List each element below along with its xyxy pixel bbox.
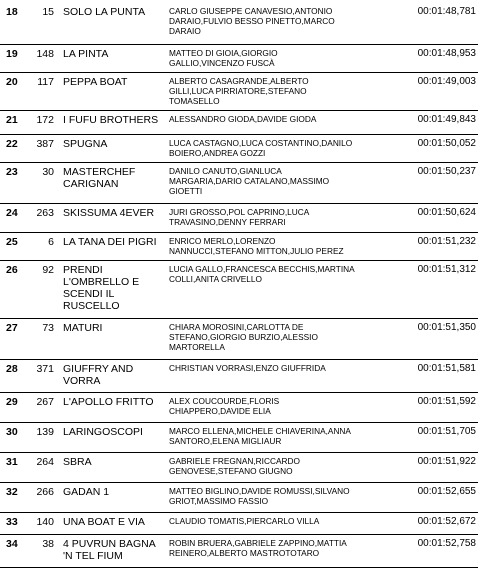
team-name: PEPPA BOAT — [63, 76, 128, 88]
result-row — [0, 73, 478, 111]
crew-members: ROBIN BRUERA,GABRIELE ZAPPINO,MATTIA REINERO,ALBERTO MASTROTOTARO — [169, 538, 347, 559]
race-time: 00:01:51,350 — [417, 322, 476, 333]
bib-number: 371 — [36, 363, 54, 375]
position: 20 — [6, 76, 18, 88]
bib-number: 266 — [36, 486, 54, 498]
position: 32 — [6, 486, 18, 498]
team-name: 4 PUVRUN BAGNA 'N TEL FIUM — [63, 538, 156, 562]
result-row — [0, 135, 478, 163]
bib-number: 140 — [36, 516, 54, 528]
bib-number: 387 — [36, 138, 54, 150]
crew-members: DANILO CANUTO,GIANLUCA MARGARIA,DARIO CATALANO,MASSIMO GIOETTI — [169, 166, 330, 197]
team-name: PRENDI L'OMBRELLO E SCENDI IL RUSCELLO — [63, 264, 140, 312]
result-row — [0, 360, 478, 393]
crew-members: CHRISTIAN VORRASI,ENZO GIUFFRIDA — [169, 363, 326, 373]
team-name: SBRA — [63, 456, 92, 468]
result-row — [0, 111, 478, 135]
result-row — [0, 3, 478, 45]
bib-number: 73 — [42, 322, 54, 334]
team-name: LA TANA DEI PIGRI — [63, 236, 157, 248]
crew-members: LUCA CASTAGNO,LUCA COSTANTINO,DANILO BOIERO,ANDREA GOZZI — [169, 138, 353, 159]
result-row — [0, 233, 478, 261]
position: 29 — [6, 396, 18, 408]
race-time: 00:01:51,232 — [417, 236, 476, 247]
race-time: 00:01:48,781 — [417, 6, 476, 17]
crew-members: JURI GROSSO,POL CAPRINO,LUCA TRAVASINO,DENNY FERRARI — [169, 207, 310, 228]
race-time: 00:01:52,758 — [417, 538, 476, 549]
team-name: SKISSUMA 4EVER — [63, 207, 155, 219]
race-time: 00:01:50,624 — [417, 207, 476, 218]
bib-number: 172 — [36, 114, 54, 126]
result-row — [0, 163, 478, 204]
position: 34 — [6, 538, 18, 550]
result-row — [0, 393, 478, 423]
team-name: L'APOLLO FRITTO — [63, 396, 154, 408]
result-row — [0, 261, 478, 319]
bib-number: 139 — [36, 426, 54, 438]
crew-members: MATTEO DI GIOIA,GIORGIO GALLIO,VINCENZO FUSCÀ — [169, 48, 278, 69]
result-row — [0, 423, 478, 453]
race-time: 00:01:51,705 — [417, 426, 476, 437]
race-time: 00:01:51,922 — [417, 456, 476, 467]
position: 23 — [6, 166, 18, 178]
crew-members: ENRICO MERLO,LORENZO NANNUCCI,STEFANO MITTON,JULIO PEREZ — [169, 236, 344, 257]
team-name: MATURI — [63, 322, 103, 334]
position: 30 — [6, 426, 18, 438]
bib-number: 117 — [37, 76, 54, 88]
position: 21 — [6, 114, 18, 126]
position: 25 — [6, 236, 18, 248]
race-time: 00:01:52,655 — [417, 486, 476, 497]
team-name: UNA BOAT E VIA — [63, 516, 145, 528]
bib-number: 148 — [36, 48, 54, 60]
team-name: LARINGOSCOPI — [63, 426, 143, 438]
result-row — [0, 483, 478, 513]
race-time: 00:01:51,312 — [417, 264, 476, 275]
race-time: 00:01:51,581 — [417, 363, 476, 374]
bib-number: 92 — [42, 264, 54, 276]
team-name: SOLO LA PUNTA — [63, 6, 146, 18]
result-row — [0, 204, 478, 233]
race-time: 00:01:52,672 — [417, 516, 476, 527]
position: 22 — [6, 138, 18, 150]
race-time: 00:01:48,953 — [417, 48, 476, 59]
crew-members: CARLO GIUSEPPE CANAVESIO,ANTONIO DARAIO,FULVIO BESSO PINETTO,MARCO DARAIO — [169, 6, 335, 37]
crew-members: MATTEO BIGLINO,DAVIDE ROMUSSI,SILVANO GRIOT,MASSIMO FASSIO — [169, 486, 350, 507]
position: 28 — [6, 363, 18, 375]
crew-members: MARCO ELLENA,MICHELE CHIAVERINA,ANNA SANTORO,ELENA MIGLIAUR — [169, 426, 351, 447]
crew-members: ALESSANDRO GIODA,DAVIDE GIODA — [169, 114, 317, 124]
team-name: MASTERCHEF CARIGNAN — [63, 166, 136, 190]
team-name: SPUGNA — [63, 138, 108, 150]
team-name: GADAN 1 — [63, 486, 110, 498]
bib-number: 30 — [42, 166, 54, 178]
crew-members: LUCIA GALLO,FRANCESCA BECCHIS,MARTINA COLLI,ANITA CRIVELLO — [169, 264, 355, 285]
position: 24 — [6, 207, 18, 219]
result-row — [0, 513, 478, 535]
result-row — [0, 45, 478, 73]
crew-members: GABRIELE FREGNAN,RICCARDO GENOVESE,STEFANO GIUGNO — [169, 456, 300, 477]
position: 26 — [6, 264, 18, 276]
crew-members: ALEX COUCOURDE,FLORIS CHIAPPERO,DAVIDE ELIA — [169, 396, 280, 417]
crew-members: CLAUDIO TOMATIS,PIERCARLO VILLA — [169, 516, 320, 526]
bib-number: 264 — [36, 456, 54, 468]
race-time: 00:01:49,843 — [417, 114, 476, 125]
result-row — [0, 535, 478, 568]
bib-number: 267 — [36, 396, 54, 408]
team-name: I FUFU BROTHERS — [63, 114, 159, 126]
crew-members: CHIARA MOROSINI,CARLOTTA DE STEFANO,GIORGIO BURZIO,ALESSIO MARTORELLA — [169, 322, 318, 353]
bib-number: 6 — [48, 236, 54, 248]
result-row — [0, 453, 478, 483]
position: 33 — [6, 516, 18, 528]
team-name: GIUFFRY AND VORRA — [63, 363, 134, 387]
bib-number: 15 — [42, 6, 54, 18]
race-time: 00:01:49,003 — [417, 76, 476, 87]
position: 31 — [6, 456, 18, 468]
position: 27 — [6, 322, 18, 334]
team-name: LA PINTA — [63, 48, 109, 60]
race-time: 00:01:50,237 — [417, 166, 476, 177]
bib-number: 263 — [36, 207, 54, 219]
position: 18 — [6, 6, 18, 18]
bib-number: 38 — [42, 538, 54, 550]
crew-members: ALBERTO CASAGRANDE,ALBERTO GILLI,LUCA PIRRIATORE,STEFANO TOMASELLO — [169, 76, 309, 107]
result-row — [0, 319, 478, 360]
race-time: 00:01:50,052 — [417, 138, 476, 149]
race-time: 00:01:51,592 — [417, 396, 476, 407]
position: 19 — [6, 48, 18, 60]
